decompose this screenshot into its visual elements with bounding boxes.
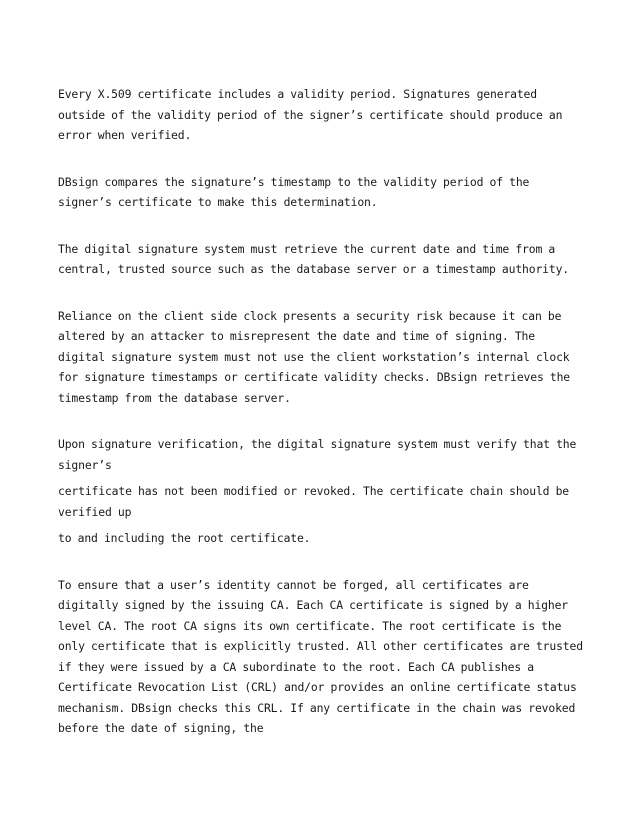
paragraph-certificate-chain: certificate has not been modified or revoked. The certificate chain should be verified up [58, 484, 569, 519]
paragraph-root-certificate: to and including the root certificate. [58, 531, 311, 545]
paragraph-dbsign-compares: DBsign compares the signature’s timestamp to the validity period of the signer’s certificate to make this determination. [58, 174, 530, 209]
paragraph-validity-period: Every X.509 certificate includes a validity period. Signatures generated outside of the validity period of the signer’s certificate should produce an error when verified. [58, 87, 563, 142]
paragraph-trusted-time-source: The digital signature system must retrieve the current date and time from a central, trusted source such as the database server or a timestamp authority. [58, 241, 569, 276]
paragraph-ca-trust: To ensure that a user’s identity cannot be forged, all certificates are digitally signed by the issuing CA. Each CA certificate is signed by a higher level CA. The root CA signs its own certificate. The root certificate is the only certificate that is explicitly trusted. All other certificates are trusted if they were issued by a CA subordinate to the root. Each CA publishes a Certificate Revocation List (CRL) and/or provides an online certificate status mechanism. DBsign checks this CRL. If any certificate in the chain was revoked before the date of signing, the [58, 577, 583, 735]
paragraph-client-clock-risk: Reliance on the client side clock presents a security risk because it can be altered by an attacker to misrepresent the date and time of signing. The digital signature system must not use the client workstation’s internal clock for signature timestamps or certificate validity checks. DBsign retrieves the timestamp from the database server. [58, 308, 570, 405]
document-page [58, 84, 588, 739]
paragraph-verification-intro: Upon signature verification, the digital signature system must verify that the signer’s [58, 437, 577, 472]
